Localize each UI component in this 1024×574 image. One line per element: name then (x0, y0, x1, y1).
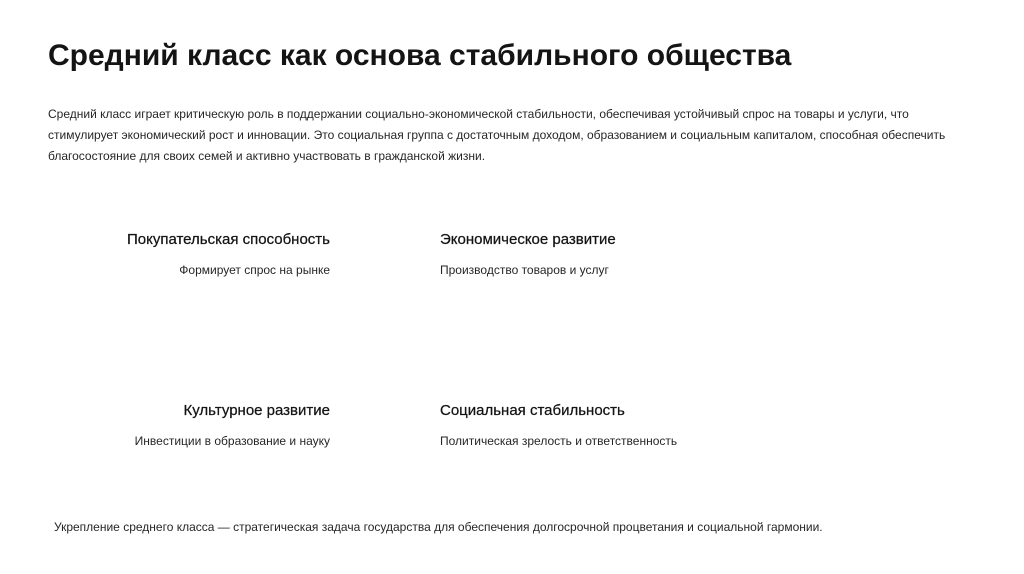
intro-paragraph: Средний класс играет критическую роль в поддержании социально-экономической стабильности, обеспечивая устойчивый спрос на товары и услуги, что стимулирует экономический рост и инновации. Это социальная группа с достаточным доходом, образованием и социальным капиталом, способная обеспечить благосостояние для своих семей и активно участвовать в гражданской жизни. (48, 107, 946, 163)
card-heading: Покупательская способность (126, 231, 330, 248)
card-heading: Социальная стабильность (440, 402, 625, 419)
card-heading: Экономическое развитие (440, 231, 616, 248)
page-title: Средний класс как основа стабильного общества (48, 39, 792, 72)
card-description: Политическая зрелость и ответственность (440, 434, 678, 448)
card-description: Производство товаров и услуг (440, 263, 609, 277)
footer-note: Укрепление среднего класса — стратегическая задача государства для обеспечения долгосрочной процветания и социальной гармонии. (54, 520, 823, 534)
card-description: Формирует спрос на рынке (179, 263, 330, 277)
card-heading: Культурное развитие (183, 402, 330, 419)
card-description: Инвестиции в образование и науку (134, 434, 330, 448)
